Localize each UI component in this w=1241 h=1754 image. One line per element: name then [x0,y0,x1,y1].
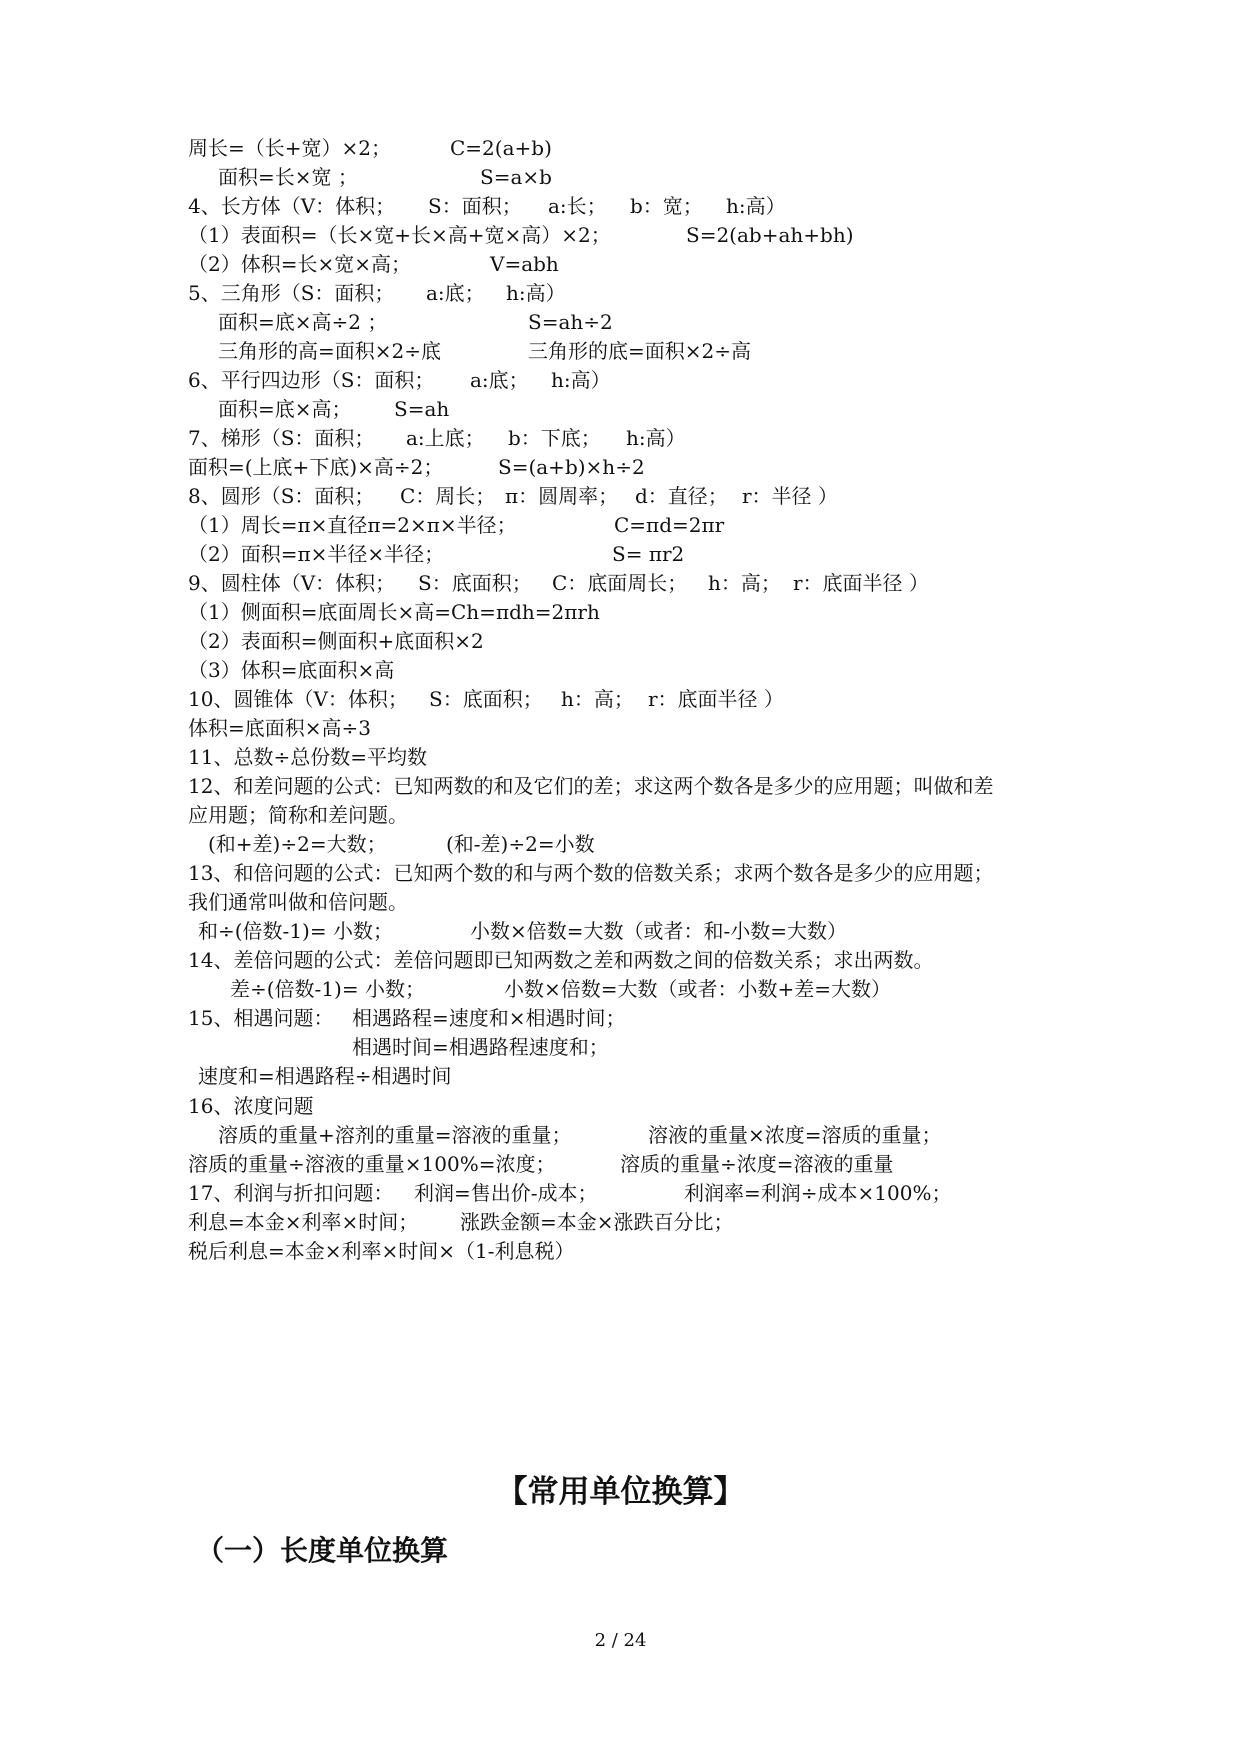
text-segment: a:底； [470,368,529,392]
text-segment: 9、圆柱体（V：体积； [188,571,396,595]
text-segment: 利润率=利润÷成本×100%； [684,1181,952,1205]
subsection-title: （一）长度单位换算 [196,1534,449,1567]
text-segment: 15、相遇问题： [188,1006,334,1030]
text-segment: 面积=底×高； [218,397,352,421]
text-segment: 6、平行四边形（S：面积； [188,368,435,392]
text-segment: 和÷(倍数-1)= 小数； [198,919,393,943]
text-segment: 小数×倍数=大数（或者：小数+差=大数） [504,977,892,1001]
text-segment: 面积=(上底+下底)×高÷2； [188,455,444,479]
text-segment: 17、利润与折扣问题： [188,1181,394,1205]
text-segment: 面积=长×宽 ； [218,165,358,189]
text-segment: 溶液的重量×浓度=溶质的重量； [648,1123,942,1147]
text-segment: b：下底； [508,426,601,450]
text-segment: 涨跌金额=本金×涨跌百分比； [460,1210,734,1234]
text-segment: h:高） [551,368,611,392]
text-segment: S=(a+b)×h÷2 [498,455,645,479]
text-segment: 利润=售出价-成本； [414,1181,598,1205]
text-segment: d：直径； [635,484,728,508]
text-segment: 溶质的重量÷溶液的重量×100%=浓度； [188,1152,556,1176]
text-segment: b：宽； [630,194,703,218]
text-segment: 三角形的高=面积×2÷底 [218,339,441,363]
text-segment: 税后利息=本金×利率×时间×（1-利息税） [188,1239,575,1263]
text-segment: π：圆周率； [505,484,619,508]
text-segment: （3）体积=底面积×高 [188,658,395,682]
text-segment: 利息=本金×利率×时间； [188,1210,419,1234]
text-segment: h:高） [726,194,786,218]
text-segment: （2）面积=π×半径×半径； [188,542,445,566]
text-segment: 面积=底×高÷2 ； [218,310,388,334]
text-segment: 三角形的底=面积×2÷高 [528,339,751,363]
text-segment: （2）表面积=侧面积+底面积×2 [188,629,484,653]
text-segment: (和-差)÷2=小数 [446,832,595,856]
text-segment: 溶质的重量+溶剂的重量=溶液的重量； [218,1123,572,1147]
text-segment: 应用题；简称和差问题。 [188,803,408,827]
text-segment: h：高； [708,571,781,595]
text-segment: 体积=底面积×高÷3 [188,716,371,740]
text-segment: C=πd=2πr [614,513,725,537]
text-segment: 12、和差问题的公式：已知两数的和及它们的差；求这两个数各是多少的应用题；叫做和差 [188,774,994,798]
text-segment: 13、和倍问题的公式：已知两个数的和与两个数的倍数关系；求两个数各是多少的应用题； [188,861,994,885]
text-segment: C：周长； [400,484,496,508]
text-segment: h:高） [626,426,686,450]
text-segment: 我们通常叫做和倍问题。 [188,890,408,914]
text-segment: a:上底； [406,426,485,450]
text-segment: （1）表面积=（长×宽+长×高+宽×高）×2； [188,223,611,247]
text-segment: 周长=（长+宽）×2； [188,136,391,160]
text-segment: 5、三角形（S：面积； [188,281,395,305]
text-segment: r：半径 ） [742,484,838,508]
section-title: 【常用单位换算】 [496,1474,745,1510]
text-segment: S：底面积； [429,687,543,711]
text-segment: (和+差)÷2=大数； [208,832,387,856]
text-segment: 溶质的重量÷浓度=溶液的重量 [620,1152,894,1176]
text-segment: 速度和=相遇路程÷相遇时间 [198,1064,452,1088]
text-segment: 10、圆锥体（V：体积； [188,687,408,711]
text-segment: 差÷(倍数-1)= 小数； [230,977,425,1001]
text-segment: 小数×倍数=大数（或者：和-小数=大数） [470,919,848,943]
text-segment: S=ah÷2 [528,310,613,334]
text-segment: a:底； [426,281,485,305]
text-segment: S= πr2 [612,542,685,566]
text-segment: 14、差倍问题的公式：差倍问题即已知两数之差和两数之间的倍数关系；求出两数。 [188,948,934,972]
text-segment: S=ah [394,397,450,421]
text-segment: C=2(a+b) [450,136,552,160]
page-number: 2 / 24 [594,1630,647,1651]
text-segment: S：面积； [428,194,522,218]
text-segment: a:长； [548,194,607,218]
text-segment: （1）侧面积=底面周长×高=Ch=πdh=2πrh [188,600,600,624]
text-segment: 8、圆形（S：面积； [188,484,375,508]
text-segment: （1）周长=π×直径π=2×π×半径； [188,513,517,537]
text-segment: 16、浓度问题 [188,1094,314,1118]
text-segment: S：底面积； [418,571,532,595]
text-segment: 4、长方体（V：体积； [188,194,396,218]
text-segment: C：底面周长； [552,571,688,595]
text-segment: （2）体积=长×宽×高； [188,252,411,276]
text-segment: S=2(ab+ah+bh) [686,223,854,247]
text-segment: 相遇路程=速度和×相遇时间； [352,1006,626,1030]
text-segment: r：底面半径 ） [648,687,784,711]
text-segment: S=a×b [480,165,552,189]
text-segment: h:高） [506,281,566,305]
text-segment: V=abh [490,252,559,276]
text-segment: 相遇时间=相遇路程速度和； [352,1035,609,1059]
text-segment: r：底面半径 ） [793,571,929,595]
text-segment: 11、总数÷总份数=平均数 [188,745,427,769]
text-segment: h：高； [561,687,634,711]
text-segment: 7、梯形（S：面积； [188,426,375,450]
